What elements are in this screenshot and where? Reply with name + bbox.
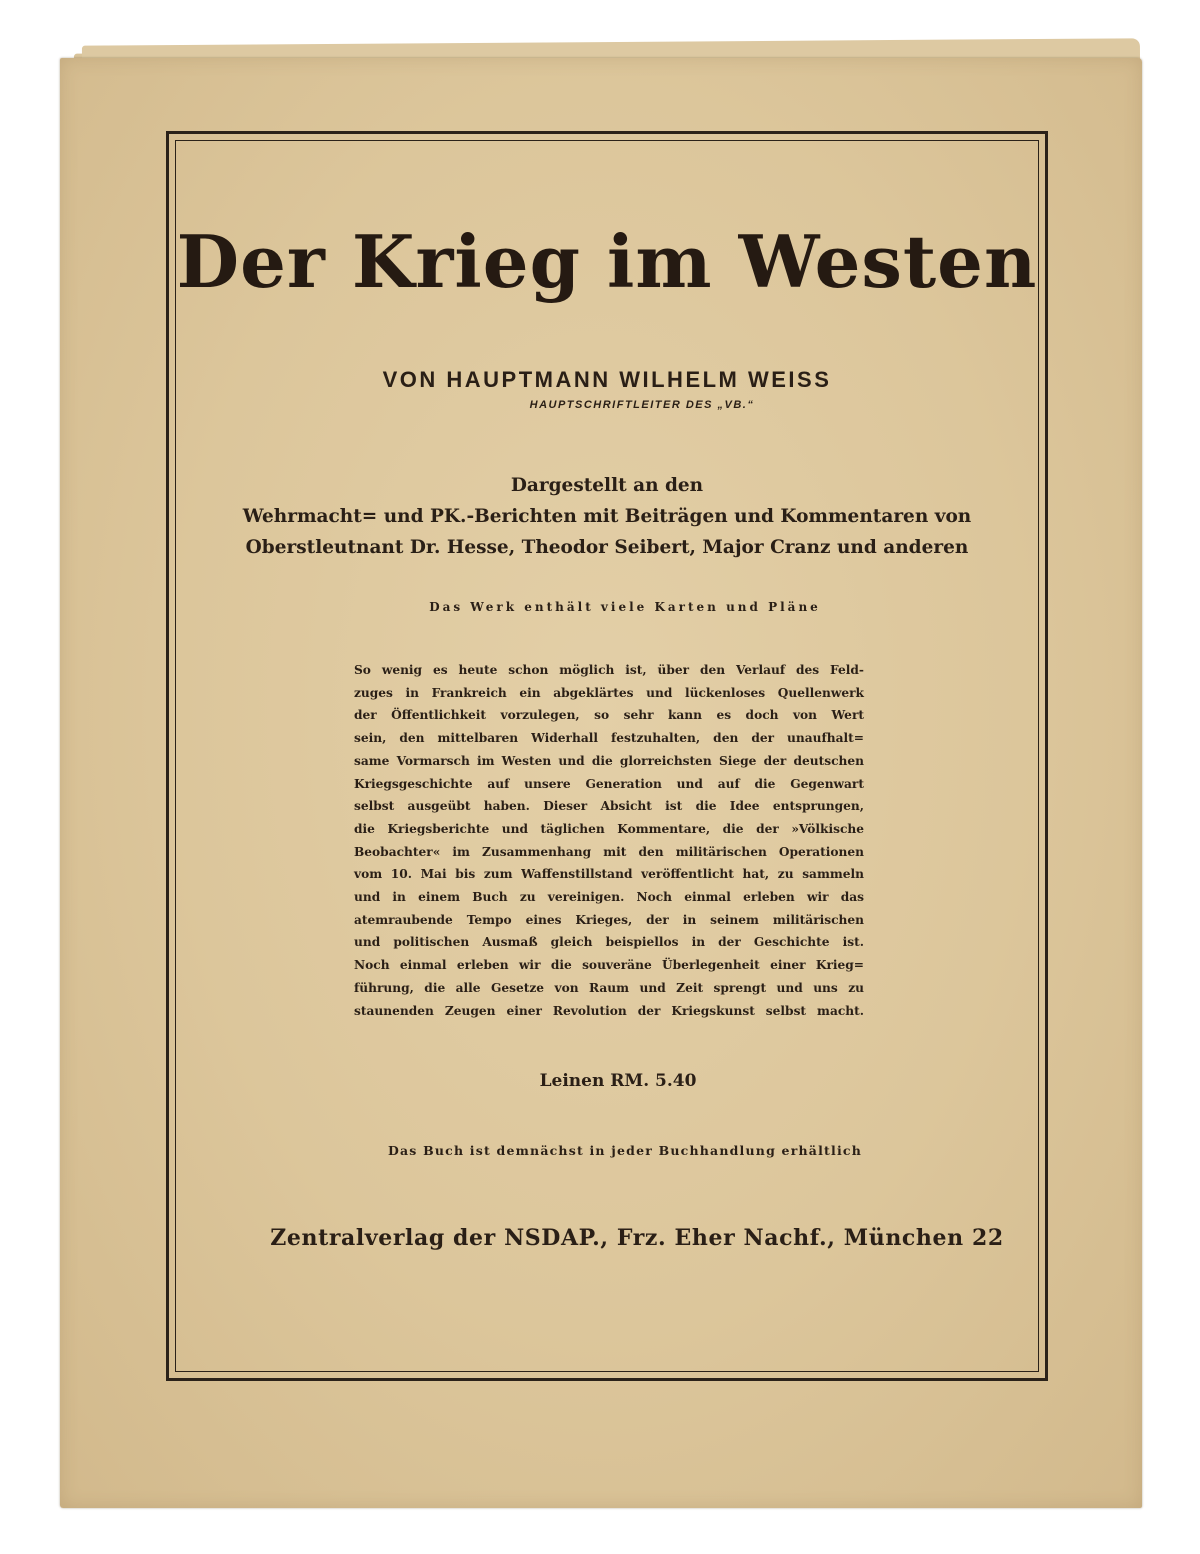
body-line: same Vormarsch im Westen und die glorreichsten Siege der deutschen bbox=[354, 753, 864, 768]
body-line: Kriegsgeschichte auf unsere Generation und auf die Gegenwart bbox=[354, 776, 864, 791]
body-line: zuges in Frankreich ein abgeklärtes und lückenloses Quellenwerk bbox=[354, 685, 864, 700]
description-line: Wehrmacht= und PK.-Berichten mit Beiträgen und Kommentaren von bbox=[242, 506, 972, 527]
body-paragraph bbox=[354, 659, 864, 1022]
author-role: HAUPTSCHRIFTLEITER DES „VB.“ bbox=[529, 399, 755, 411]
description-block bbox=[166, 470, 1048, 563]
body-line: vom 10. Mai bis zum Waffenstillstand veröffentlicht hat, zu sammeln bbox=[354, 867, 864, 882]
body-line: staunenden Zeugen einer Revolution der Kriegskunst selbst macht. bbox=[354, 1003, 864, 1018]
book-title: Der Krieg im Westen bbox=[176, 219, 1038, 304]
maps-note: Das Werk enthält viele Karten und Pläne bbox=[429, 600, 821, 614]
body-line: und in einem Buch zu vereinigen. Noch einmal erleben wir das bbox=[354, 890, 864, 905]
availability-note: Das Buch ist demnächst in jeder Buchhandlung erhältlich bbox=[387, 1143, 863, 1158]
body-line: führung, die alle Gesetze von Raum und Zeit sprengt und uns zu bbox=[354, 980, 864, 995]
publisher-line: Zentralverlag der NSDAP., Frz. Eher Nachf., München 22 bbox=[270, 1225, 1004, 1251]
body-line: die Kriegsberichte und täglichen Kommentare, die der »Völkische bbox=[354, 821, 864, 836]
body-line: Noch einmal erleben wir die souveräne Überlegenheit einer Krieg= bbox=[354, 958, 864, 973]
body-line: der Öffentlichkeit vorzulegen, so sehr kann es doch von Wert bbox=[354, 708, 864, 723]
body-line: Beobachter« im Zusammenhang mit den militärischen Operationen bbox=[354, 844, 864, 859]
description-line: Dargestellt an den bbox=[510, 475, 704, 496]
body-line: atemraubende Tempo eines Krieges, der in seinem militärischen bbox=[354, 912, 864, 927]
author-line: VON HAUPTMANN WILHELM WEISS bbox=[382, 367, 832, 392]
description-line: Oberstleutnant Dr. Hesse, Theodor Seibert, Major Cranz und anderen bbox=[245, 537, 969, 558]
body-line: So wenig es heute schon möglich ist, über den Verlauf des Feld- bbox=[354, 663, 864, 677]
advertisement-content bbox=[166, 131, 1048, 1381]
price-line: Leinen RM. 5.40 bbox=[539, 1071, 697, 1091]
body-line: sein, den mittelbaren Widerhall festzuhalten, den der unaufhalt= bbox=[354, 731, 864, 746]
body-line: selbst ausgeübt haben. Dieser Absicht ist die Idee entsprungen, bbox=[354, 799, 864, 814]
body-line: und politischen Ausmaß gleich beispiellos in der Geschichte ist. bbox=[354, 935, 864, 950]
